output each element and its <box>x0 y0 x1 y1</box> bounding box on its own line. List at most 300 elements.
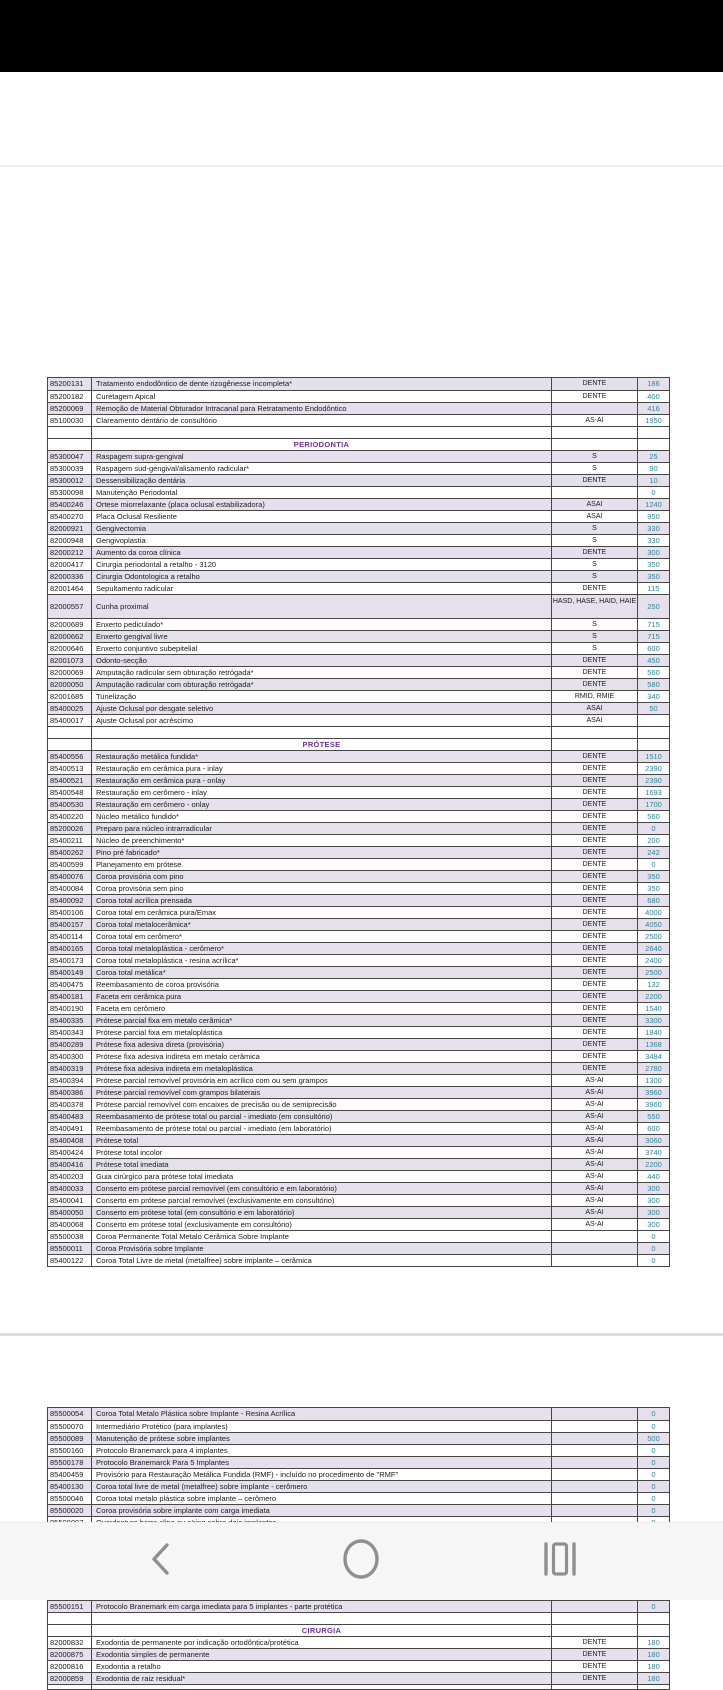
row-description: Reembasamento de prótese total ou parcial - imediato (em laboratório) <box>91 1123 551 1134</box>
row-unit: DENTE <box>551 859 637 870</box>
row-value: 0 <box>637 1493 669 1504</box>
row-value: 2640 <box>637 943 669 954</box>
row-description <box>91 427 551 438</box>
recents-icon <box>538 1540 582 1583</box>
row-description: Conserto em prótese total (exclusivamente em consultório) <box>91 1219 551 1230</box>
row-value: 1700 <box>637 799 669 810</box>
row-unit <box>551 439 637 450</box>
row-value: 0 <box>637 1601 669 1612</box>
row-unit: DENTE <box>551 823 637 834</box>
row-description: Faceta em cerâmica pura <box>91 991 551 1002</box>
row-unit: AS-AI <box>551 1159 637 1170</box>
row-code: 82000069 <box>50 668 84 677</box>
row-unit: DENTE <box>551 931 637 942</box>
table-row <box>48 1254 669 1266</box>
table-row <box>48 978 669 990</box>
table-row <box>48 954 669 966</box>
row-description: Conserto em prótese total (em consultório e em laboratório) <box>91 1207 551 1218</box>
row-description: Coroa total metalocerâmica* <box>91 919 551 930</box>
row-value <box>637 1625 669 1636</box>
row-description: Amputação radicular com obturação retrógada* <box>91 679 551 690</box>
row-value: 2200 <box>637 991 669 1002</box>
row-value: 300 <box>637 1207 669 1218</box>
row-unit: DENTE <box>551 1661 637 1672</box>
row-description: Coroa Total Metalo Plástica sobre Implante - Resina Acrílica <box>91 1408 551 1420</box>
table-row <box>48 486 669 498</box>
row-code: 85500070 <box>50 1422 84 1431</box>
row-code: 82001685 <box>50 692 84 701</box>
row-code: 85400459 <box>50 1470 84 1479</box>
table-row <box>48 870 669 882</box>
row-value: 115 <box>637 583 669 594</box>
row-unit: DENTE <box>551 871 637 882</box>
row-value: 560 <box>637 811 669 822</box>
row-description: Gengivoplastia <box>91 535 551 546</box>
row-unit: ASAI <box>551 511 637 522</box>
row-unit: RMID, RMIE <box>551 691 637 702</box>
table-row <box>48 858 669 870</box>
row-description: Aumento da coroa clínica <box>91 547 551 558</box>
row-code: 85400491 <box>50 1124 84 1133</box>
row-unit: AS-AI <box>551 1195 637 1206</box>
row-unit: AS-AI <box>551 1135 637 1146</box>
row-code <box>48 1625 91 1636</box>
row-code: 85400041 <box>50 1196 84 1205</box>
row-code: 85400424 <box>50 1148 84 1157</box>
row-code: 82000050 <box>50 680 84 689</box>
row-unit <box>551 1231 637 1242</box>
row-unit <box>551 727 637 738</box>
row-value: 715 <box>637 631 669 642</box>
row-description: Enxerto conjuntivo subepitelial <box>91 643 551 654</box>
table-row <box>48 1134 669 1146</box>
row-value: 500 <box>637 1433 669 1444</box>
table-row <box>48 1182 669 1194</box>
table-row <box>48 1420 669 1432</box>
row-value: 3960 <box>637 1099 669 1110</box>
row-unit: DENTE <box>551 1027 637 1038</box>
nav-back-button[interactable] <box>136 1537 184 1585</box>
row-description: Curetagem Apical <box>91 391 551 402</box>
row-unit <box>551 1408 637 1420</box>
table-row <box>48 378 669 390</box>
row-unit: AS-AI <box>551 1183 637 1194</box>
row-description: Prótese parcial removível com encaixes de precisão ou de semiprecisão <box>91 1099 551 1110</box>
table-row <box>48 1648 669 1660</box>
row-code: 85400319 <box>50 1064 84 1073</box>
row-value: 2390 <box>637 775 669 786</box>
table-row <box>48 546 669 558</box>
row-unit: S <box>551 463 637 474</box>
row-unit: S <box>551 559 637 570</box>
row-unit: DENTE <box>551 1649 637 1660</box>
row-code: 82000689 <box>50 620 84 629</box>
row-unit: AS-AI <box>551 1099 637 1110</box>
price-table-page-1 <box>47 377 670 1267</box>
row-code: 85200069 <box>50 404 84 413</box>
row-code: 85500054 <box>50 1409 84 1418</box>
row-unit: DENTE <box>551 1637 637 1648</box>
row-code: 85400521 <box>50 776 84 785</box>
row-code <box>48 1685 91 1689</box>
status-bar <box>0 0 723 72</box>
row-description: Exodontia de raiz residual* <box>91 1673 551 1684</box>
row-unit: ASAI <box>551 715 637 726</box>
table-row <box>48 402 669 414</box>
table-row <box>48 1038 669 1050</box>
row-code: 85500089 <box>50 1434 84 1443</box>
table-row <box>48 654 669 666</box>
row-unit: S <box>551 619 637 630</box>
row-description: Prótese fixa adesiva indireta em metalo cerâmica <box>91 1051 551 1062</box>
row-description: Cunha proximal <box>91 595 551 618</box>
row-value: 250 <box>637 595 669 618</box>
row-unit: AS-AI <box>551 1171 637 1182</box>
document-viewport[interactable] <box>0 167 723 1683</box>
row-value: 2400 <box>637 955 669 966</box>
row-description: Preparo para núcleo intrarradicular <box>91 823 551 834</box>
row-description: Prótese total imediata <box>91 1159 551 1170</box>
row-value <box>637 1613 669 1624</box>
row-description: Enxerto gengival livre <box>91 631 551 642</box>
table-row <box>48 810 669 822</box>
table-row <box>48 1146 669 1158</box>
section-row <box>48 438 669 450</box>
row-value: 0 <box>637 823 669 834</box>
table-row <box>48 1122 669 1134</box>
row-unit: DENTE <box>551 955 637 966</box>
row-description: Ajuste Oclusal por acréscimo <box>91 715 551 726</box>
row-unit: DENTE <box>551 895 637 906</box>
row-description: Exodontia de permanente por indicação ortodôntica/protética <box>91 1637 551 1648</box>
row-code: 85500020 <box>50 1506 84 1515</box>
row-unit <box>551 1493 637 1504</box>
row-value <box>637 715 669 726</box>
row-code: 82000816 <box>50 1662 84 1671</box>
row-unit <box>551 1601 637 1612</box>
nav-recents-button[interactable] <box>536 1537 584 1585</box>
row-unit: DENTE <box>551 751 637 762</box>
row-unit: ASAI <box>551 703 637 714</box>
row-description: Enxerto pediculado* <box>91 619 551 630</box>
row-unit: ASAI <box>551 499 637 510</box>
row-code: 82000875 <box>50 1650 84 1659</box>
row-value: 600 <box>637 643 669 654</box>
row-value: 680 <box>637 895 669 906</box>
row-code: 82000212 <box>50 548 84 557</box>
row-description: Prótese parcial fixa em metalo cerâmica* <box>91 1015 551 1026</box>
row-code: 85400556 <box>50 752 84 761</box>
row-unit: DENTE <box>551 378 637 390</box>
section-label: CIRURGIA <box>91 1625 551 1636</box>
row-description: Remoção de Material Obturador Intracanal para Retratamento Endodôntico <box>91 403 551 414</box>
row-description: Pino pré fabricado* <box>91 847 551 858</box>
table-row <box>48 390 669 402</box>
row-unit: S <box>551 631 637 642</box>
row-unit <box>551 1625 637 1636</box>
row-value <box>637 727 669 738</box>
row-unit: AS-AI <box>551 1087 637 1098</box>
row-value: 0 <box>637 859 669 870</box>
row-code: 85400475 <box>50 980 84 989</box>
row-value: 180 <box>637 1649 669 1660</box>
row-value: 0 <box>637 1255 669 1266</box>
blank-row <box>48 726 669 738</box>
row-value: 1840 <box>637 1027 669 1038</box>
row-code: 82000557 <box>50 602 84 611</box>
row-code: 85300039 <box>50 464 84 473</box>
row-unit: DENTE <box>551 991 637 1002</box>
chevron-left-icon <box>146 1540 174 1583</box>
row-description: Protocolo Branemarck para 4 implantes <box>91 1445 551 1456</box>
row-value: 600 <box>637 1123 669 1134</box>
row-value: 550 <box>637 1111 669 1122</box>
row-unit <box>551 1505 637 1516</box>
row-description: Prótese total incolor <box>91 1147 551 1158</box>
table-row <box>48 522 669 534</box>
table-row <box>48 630 669 642</box>
row-code: 82000646 <box>50 644 84 653</box>
table-row <box>48 1206 669 1218</box>
row-code: 85400033 <box>50 1184 84 1193</box>
row-unit: DENTE <box>551 775 637 786</box>
section-row <box>48 738 669 750</box>
row-unit: DENTE <box>551 883 637 894</box>
row-code: 85400050 <box>50 1208 84 1217</box>
table-row <box>48 822 669 834</box>
row-description: Reembasamento de coroa provisória <box>91 979 551 990</box>
table-row <box>48 570 669 582</box>
row-value: 0 <box>637 1445 669 1456</box>
row-code <box>48 727 91 738</box>
table-row <box>48 1456 669 1468</box>
row-code: 85400530 <box>50 800 84 809</box>
row-code: 85400343 <box>50 1028 84 1037</box>
row-code: 85400203 <box>50 1172 84 1181</box>
table-row <box>48 786 669 798</box>
row-unit: DENTE <box>551 943 637 954</box>
row-unit: DENTE <box>551 583 637 594</box>
row-code: 85500178 <box>50 1458 84 1467</box>
row-code: 85400262 <box>50 848 84 857</box>
row-code: 82000859 <box>50 1674 84 1683</box>
row-unit: DENTE <box>551 1673 637 1684</box>
table-row <box>48 534 669 546</box>
row-unit <box>551 427 637 438</box>
row-code: 82000417 <box>50 560 84 569</box>
row-code: 85400190 <box>50 1004 84 1013</box>
table-row <box>48 762 669 774</box>
row-description: Cirurgia periodontal a retalho - 3120 <box>91 559 551 570</box>
row-value: 1240 <box>637 499 669 510</box>
row-description: Coroa total livre de metal (metalfree) sobre implante - cerômero <box>91 1481 551 1492</box>
row-description: Gengivectomia <box>91 523 551 534</box>
row-description: Prótese parcial removível com grampos bilaterais <box>91 1087 551 1098</box>
row-unit <box>551 487 637 498</box>
row-value: 3300 <box>637 1015 669 1026</box>
row-unit: AS-AI <box>551 1111 637 1122</box>
row-code: 85300012 <box>50 476 84 485</box>
row-code: 85400076 <box>50 872 84 881</box>
row-value: 132 <box>637 979 669 990</box>
row-description <box>91 1685 551 1689</box>
table-row <box>48 666 669 678</box>
table-row <box>48 930 669 942</box>
row-unit <box>551 1433 637 1444</box>
row-description: Guia cirúrgico para prótese total imediata <box>91 1171 551 1182</box>
row-unit: S <box>551 523 637 534</box>
row-unit <box>551 1243 637 1254</box>
row-code: 82000336 <box>50 572 84 581</box>
row-unit <box>551 403 637 414</box>
blank-row <box>48 1612 669 1624</box>
table-row <box>48 690 669 702</box>
row-description: Coroa Total Livre de metal (metalfree) sobre implante – cerâmica <box>91 1255 551 1266</box>
row-value: 560 <box>637 667 669 678</box>
row-value: 180 <box>637 1673 669 1684</box>
row-unit <box>551 1255 637 1266</box>
row-code: 82000948 <box>50 536 84 545</box>
row-unit: S <box>551 451 637 462</box>
row-code: 85400114 <box>50 932 83 941</box>
row-description <box>91 1613 551 1624</box>
table-row <box>48 1492 669 1504</box>
table-row <box>48 1158 669 1170</box>
row-description: Exodontia a retalho <box>91 1661 551 1672</box>
row-code: 85400149 <box>50 968 84 977</box>
row-description: Provisório para Restauração Metálica Fundida (RMF) - incluído no procedimento de "RMF" <box>91 1469 551 1480</box>
table-row <box>48 882 669 894</box>
section-label: PRÓTESE <box>91 739 551 750</box>
row-value: 2200 <box>637 1159 669 1170</box>
row-code: 85400084 <box>50 884 84 893</box>
row-description: Raspagem sud-gengival/alisamento radicular* <box>91 463 551 474</box>
row-value: 1950 <box>637 415 669 426</box>
section-label: PERIODONTIA <box>91 439 551 450</box>
row-unit <box>551 1613 637 1624</box>
row-code: 85400181 <box>50 992 84 1001</box>
row-unit: AS-AI <box>551 1219 637 1230</box>
row-value: 300 <box>637 1183 669 1194</box>
nav-home-button[interactable] <box>337 1537 385 1585</box>
row-code: 85200026 <box>50 824 84 833</box>
table-row <box>48 1098 669 1110</box>
table-row <box>48 1062 669 1074</box>
row-description <box>91 727 551 738</box>
row-value: 0 <box>637 487 669 498</box>
row-code: 85400122 <box>50 1256 84 1265</box>
row-code: 85200182 <box>50 392 84 401</box>
table-row <box>48 594 669 618</box>
table-row <box>48 774 669 786</box>
row-description: Raspagem supra-gengival <box>91 451 551 462</box>
table-row <box>48 1468 669 1480</box>
row-code: 85400513 <box>50 764 84 773</box>
row-unit: DENTE <box>551 667 637 678</box>
row-value: 0 <box>637 1457 669 1468</box>
row-value: 340 <box>637 691 669 702</box>
table-row <box>48 1444 669 1456</box>
blank-row <box>48 1684 669 1689</box>
row-value: 186 <box>637 378 669 390</box>
row-description: Protocolo Branemark em carga imediata para 5 implantes - parte protética <box>91 1601 551 1612</box>
row-value: 242 <box>637 847 669 858</box>
row-description: Restauração em cerâmica pura - inlay <box>91 763 551 774</box>
row-code: 82000662 <box>50 632 84 641</box>
row-value: 3960 <box>637 1087 669 1098</box>
row-code: 85400599 <box>50 860 84 869</box>
row-code: 85400092 <box>50 896 84 905</box>
table-row <box>48 906 669 918</box>
row-description: Restauração metálica fundida* <box>91 751 551 762</box>
row-value: 4000 <box>637 907 669 918</box>
row-unit: DENTE <box>551 679 637 690</box>
row-value <box>637 1685 669 1689</box>
row-unit: DENTE <box>551 547 637 558</box>
row-description: Amputação radicular sem obturação retrógada* <box>91 667 551 678</box>
row-unit: DENTE <box>551 1015 637 1026</box>
row-unit: DENTE <box>551 1051 637 1062</box>
row-code: 85300098 <box>50 488 84 497</box>
table-row <box>48 1504 669 1516</box>
row-code: 85400335 <box>50 1016 84 1025</box>
row-value: 350 <box>637 871 669 882</box>
row-unit: DENTE <box>551 907 637 918</box>
row-description: Faceta em cerômero <box>91 1003 551 1014</box>
row-unit: AS-AI <box>551 415 637 426</box>
row-description: Placa Oclusal Resiliente <box>91 511 551 522</box>
row-description: Prótese parcial fixa em metaloplástica <box>91 1027 551 1038</box>
row-unit: HASD, HASE, HAID, HAIE <box>551 595 637 618</box>
row-value: 2390 <box>637 763 669 774</box>
row-code: 85200131 <box>50 379 84 388</box>
row-unit: S <box>551 643 637 654</box>
row-unit: DENTE <box>551 1063 637 1074</box>
row-value <box>637 739 669 750</box>
table-row <box>48 1230 669 1242</box>
table-row <box>48 1600 669 1612</box>
row-value: 350 <box>637 571 669 582</box>
row-code: 85500160 <box>50 1446 84 1455</box>
row-value: 2500 <box>637 931 669 942</box>
row-description: Conserto em prótese parcial removível (exclusivamente em consultório) <box>91 1195 551 1206</box>
row-value: 1368 <box>637 1039 669 1050</box>
row-code: 85400165 <box>50 944 84 953</box>
row-description: Exodontia simples de permanente <box>91 1649 551 1660</box>
row-code: 85400289 <box>50 1040 84 1049</box>
table-row <box>48 414 669 426</box>
circle-icon <box>339 1537 383 1586</box>
table-row <box>48 1002 669 1014</box>
row-description: Prótese fixa adesiva indireta em metaloplástica <box>91 1063 551 1074</box>
row-unit <box>551 1685 637 1689</box>
row-description: Núcleo de preenchimento* <box>91 835 551 846</box>
row-value: 0 <box>637 1481 669 1492</box>
row-unit: DENTE <box>551 799 637 810</box>
search-header <box>0 72 723 167</box>
row-code <box>48 427 91 438</box>
row-description: Manutenção de prótese sobre implantes <box>91 1433 551 1444</box>
row-value: 300 <box>637 547 669 558</box>
row-value: 2500 <box>637 967 669 978</box>
row-description: Clareamento dentário de consultório <box>91 415 551 426</box>
row-value: 4050 <box>637 919 669 930</box>
row-code: 85400220 <box>50 812 84 821</box>
row-unit: S <box>551 535 637 546</box>
table-row <box>48 750 669 762</box>
row-description: Restauração em cerômero - onlay <box>91 799 551 810</box>
row-description: Ortese miorrelaxante (placa oclusal estabilizadora) <box>91 499 551 510</box>
